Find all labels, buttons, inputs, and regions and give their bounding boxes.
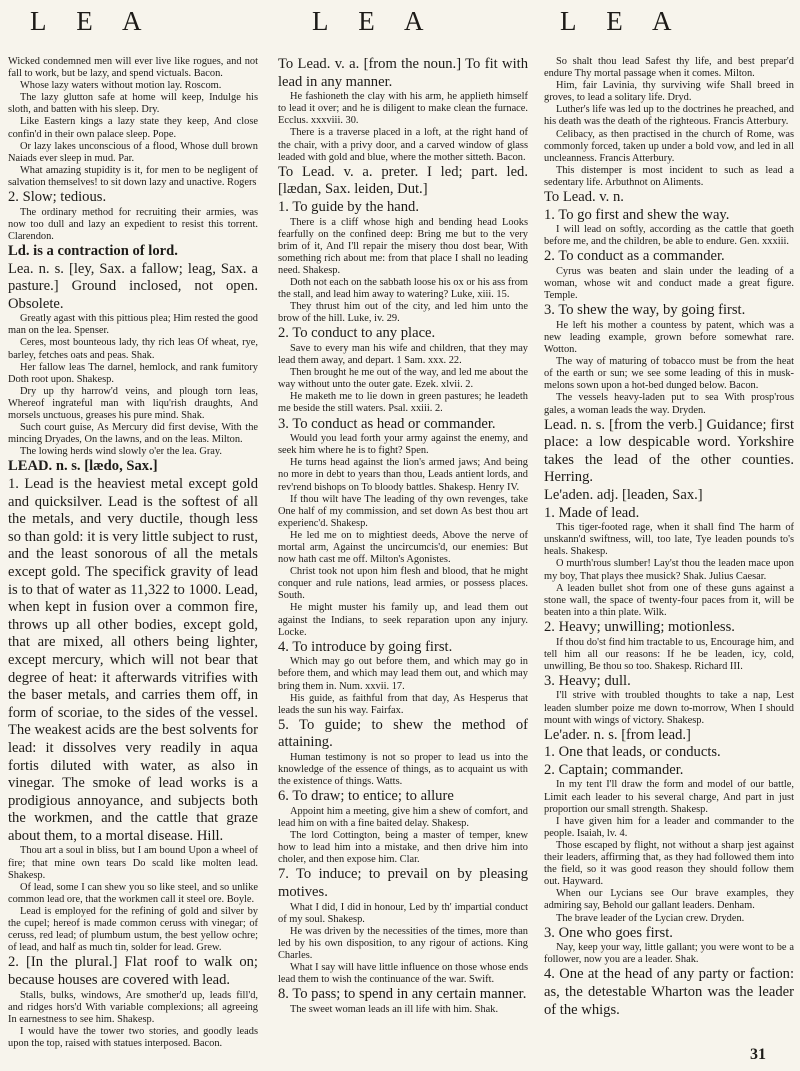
sense-heading: 1. To go first and shew the way. — [544, 206, 730, 223]
headword-entry: Le'ader. n. s. [from lead.] — [544, 726, 691, 743]
column-left — [8, 56, 258, 1050]
paragraph: Stalls, bulks, windows, Are smother'd up, leads fill'd, and ridges hors'd With variable complexions; all agreeing In earnestness to see him. Shakesp. — [8, 989, 258, 1025]
paragraph: Him, fair Lavinia, thy surviving wife Shall breed in groves, to lead a solitary life. Dryd. — [544, 80, 794, 104]
paragraph: Celibacy, as then practised in the church of Rome, was commonly forced, taken up under a bold vow, and led in all uncleanness. Francis Atterbury. — [544, 128, 794, 164]
sense-heading: 2. Captain; commander. — [544, 761, 684, 778]
paragraph: The vessels heavy-laden put to sea With prosp'rous gales, a woman leads the way. Dryden. — [544, 392, 794, 416]
sense-heading: 2. [In the plural.] Flat roof to walk on; because houses are covered with lead. — [8, 954, 258, 988]
paragraph: What I say will have little influence on those whose ends lead them to wish the continuance of the war. Swift. — [278, 961, 528, 986]
paragraph: What I did, I did in honour, Led by th' impartial conduct of my soul. Shakesp. — [278, 901, 528, 925]
paragraph: So shalt thou lead Safest thy life, and best prepar'd endure Thy mortal passage when it comes. Milton. — [544, 56, 794, 80]
paragraph: Would you lead forth your army against the enemy, and seek him where he is to fight? Spen. — [278, 433, 528, 457]
sense-heading: 2. Slow; tedious. — [8, 189, 107, 206]
paragraph: Christ took not upon him flesh and blood, that he might conquer and rule nations, lead armies, or possess places. South. — [278, 566, 528, 602]
paragraph: He fashioneth the clay with his arm, he applieth himself to lead it over; and he is diligent to make clean the furnace. Ecclus. xxxviii. 30. — [278, 91, 528, 127]
sense-heading: 3. One who goes first. — [544, 924, 673, 941]
sense-definition: 1. Lead is the heaviest metal except gold and quicksilver. Lead is the softest of all the metals, and very ductile, though less so than gold: it is very little subject to rust, and the least sonorous of all the metals except gold. The specifick gravity of lead is to that of water as 11,322 to 1000. Lead, when kept in fusion over a common fire, throws up all other bodies, except gold, that are mixed, all others being lighter, except mercury, which will not bear that degree of heat: it afterwards vitrifies with the baser metals, and carries them off, in form of scoriae, to the sides of the vessel. The weakest acids are the best solvents for lead: it dissolves very readily in aqua fortis diluted with water, as also in vinegar. The smoke of lead works is a prodigious annoyance, and subjects both the workmen, and the cattle that graze about them, to a mortal disease. Hill. — [8, 476, 258, 844]
running-header-center: L E A — [312, 6, 436, 36]
sense-heading: 3. Heavy; dull. — [544, 672, 631, 689]
paragraph: There is a cliff whose high and bending head Looks fearfully on the confined deep: Bring me but to the very brim of it, And I'll repair the misery thou dost bear, With something rich about me: from that place I shall no leading need. Shakesp. — [278, 216, 528, 276]
paragraph: Thou art a soul in bliss, but I am bound Upon a wheel of fire; that mine own tears Do scald like molten lead. Shakesp. — [8, 845, 258, 881]
paragraph: The lord Cottington, being a master of temper, knew how to lead him into a mistake, and then drive him into choler, and then expose him. Clar. — [278, 830, 528, 866]
paragraph: A leaden bullet shot from one of these guns against a stone wall, the space of twenty-four paces from it, will be beaten into a thin plate. Wilk. — [544, 582, 794, 618]
paragraph: Lead is employed for the refining of gold and silver by the cupel; hereof is made common ceruss with vinegar; of ceruss, red lead; of plumbum ustum, the best yellow ochre; of lead, and half as much tin, solder for lead. Grew. — [8, 905, 258, 954]
paragraph: I would have the tower two stories, and goodly leads upon the top, raised with statues interposed. Bacon. — [8, 1025, 258, 1049]
paragraph: This tiger-footed rage, when it shall find The harm of unskann'd swiftness, will, too late, Tye leaden pounds to's heals. Shakesp. — [544, 522, 794, 558]
paragraph: If thou do'st find him tractable to us, Encourage him, and tell him all our reasons: If he be leaden, icy, cold, unwilling, Be thou so too. Shakesp. Richard III. — [544, 636, 794, 672]
sense-heading: 1. To guide by the hand. — [278, 198, 419, 215]
paragraph: Her fallow leas The darnel, hemlock, and rank fumitory Doth root upon. Shakesp. — [8, 361, 258, 385]
sense-heading: 2. To conduct to any place. — [278, 325, 436, 342]
paragraph: Wicked condemned men will ever live like rogues, and not fall to work, but be lazy, and spend victuals. Bacon. — [8, 56, 258, 80]
paragraph: When our Lycians see Our brave examples, they admiring say, Behold our gallant leaders. Denham. — [544, 888, 794, 912]
sense-heading: 7. To induce; to prevail on by pleasing motives. — [278, 866, 528, 900]
paragraph: He might muster his family up, and lead them out against the Indians, to seek reparation upon any injury. Locke. — [278, 602, 528, 638]
page-number: 31 — [750, 1046, 766, 1063]
column-middle — [278, 56, 528, 1016]
paragraph: Or lazy lakes unconscious of a flood, Whose dull brown Naiads ever sleep in mud. Par. — [8, 140, 258, 164]
paragraph: Which may go out before them, and which may go in before them, and which may lead them out, and which may bring them in. Num. xxvii. 17. — [278, 656, 528, 692]
paragraph: He maketh me to lie down in green pastures; he leadeth me beside the still waters. Psal. xxiii. 2. — [278, 391, 528, 415]
sense-heading: 3. To shew the way, by going first. — [544, 302, 746, 319]
paragraph: There is a traverse placed in a loft, at the right hand of the chair, with a privy door, and a carved window of glass leaded with gold and blue, where the mother sitteth. Bacon. — [278, 127, 528, 163]
sense-heading: 1. Made of lead. — [544, 504, 640, 521]
sense-heading: 4. To introduce by going first. — [278, 638, 453, 655]
paragraph: Of lead, some I can shew you so like steel, and so unlike common lead ore, that the workmen call it steel ore. Boyle. — [8, 881, 258, 905]
paragraph: O murth'rous slumber! Lay'st thou the leaden mace upon my boy, That plays thee musick? Shak. Julius Caesar. — [544, 558, 794, 582]
paragraph: I will lead on softly, according as the cattle that goeth before me, and the children, be able to endure. Gen. xxxiii. — [544, 224, 794, 248]
paragraph: He led me on to mightiest deeds, Above the nerve of mortal arm, Against the uncircumcis'd, our enemies: But now hath cast me off. Milton's Agonistes. — [278, 529, 528, 566]
paragraph: In my tent I'll draw the form and model of our battle, Limit each leader to his several charge, And part in just proportion our small strength. Shakesp. — [544, 779, 794, 815]
headword-entry: Lea. n. s. [ley, Sax. a fallow; leag, Sax. a pasture.] Ground inclosed, not open. Obsolete. — [8, 260, 258, 312]
paragraph: Nay, keep your way, little gallant; you were wont to be a follower, now you are a leader. Shak. — [544, 942, 794, 966]
paragraph: He left his mother a countess by patent, which was a new leading example, grown before somewhat rare. Wotton. — [544, 319, 794, 356]
paragraph: The ordinary method for recruiting their armies, was now too dull and lazy an expedient to resist this torrent. Clarendon. — [8, 206, 258, 242]
sense-heading: 2. To conduct as a commander. — [544, 248, 725, 265]
sense-heading: 2. Heavy; unwilling; motionless. — [544, 618, 735, 635]
paragraph: Whose lazy waters without motion lay. Roscom. — [20, 80, 222, 92]
paragraph: Those escaped by flight, not without a sharp jest against their leaders, affirming that, as they had followed them into the field, so it was good reason they should follow them out. Hayward. — [544, 839, 794, 888]
paragraph: He turns head against the lion's armed jaws; And being no more in debt to years than thou, Leads antient lords, and rev'rend bishops on To bloody battles. Shakesp. Henry IV. — [278, 457, 528, 493]
paragraph: The lowing herds wind slowly o'er the lea. Gray. — [20, 446, 223, 458]
running-header-left: L E A — [30, 6, 154, 36]
paragraph: His guide, as faithful from that day, As Hesperus that leads the sun his way. Fairfax. — [278, 692, 528, 716]
sense-heading: 6. To draw; to entice; to allure — [278, 788, 454, 805]
paragraph: The brave leader of the Lycian crew. Dryden. — [556, 912, 745, 924]
sense-heading: 8. To pass; to spend in any certain manner. — [278, 986, 527, 1003]
headword-entry: Lead. n. s. [from the verb.] Guidance; first place: a low despicable word. Yorkshire takes the lead of the other counties. Herring. — [544, 416, 794, 486]
sense-heading: 5. To guide; to shew the method of attaining. — [278, 716, 528, 751]
headword-entry: To Lead. v. a. [from the noun.] To fit with lead in any manner. — [278, 56, 528, 90]
paragraph: Save to every man his wife and children, that they may lead them away, and depart. 1 Sam. xxx. 22. — [278, 342, 528, 367]
headword-entry: LEAD. n. s. [lædo, Sax.] — [8, 458, 158, 475]
paragraph: Human testimony is not so proper to lead us into the knowledge of the essence of things, as to acquaint us with the existence of things. Watts. — [278, 751, 528, 788]
headword-entry: To Lead. v. n. — [544, 189, 624, 206]
paragraph: They thrust him out of the city, and led him unto the brow of the hill. Luke, iv. 29. — [278, 301, 528, 325]
paragraph: Cyrus was beaten and slain under the leading of a woman, whose wit and conduct made a great figure. Temple. — [544, 266, 794, 302]
column-right — [544, 56, 794, 1019]
paragraph: Ceres, most bounteous lady, thy rich leas Of wheat, rye, barley, fetches oats and peas. Shak. — [8, 337, 258, 361]
sense-heading: 1. One that leads, or conducts. — [544, 744, 721, 761]
paragraph: Like Eastern kings a lazy state they keep, And close confin'd in their own palace sleep. Pope. — [8, 116, 258, 140]
paragraph: I'll strive with troubled thoughts to take a nap, Lest leaden slumber poize me down to-morrow, When I should mount with wings of victory. Shakesp. — [544, 690, 794, 726]
paragraph: What amazing stupidity is it, for men to be negligent of salvation themselves! to sit down lazy and unactive. Rogers — [8, 164, 258, 188]
paragraph: Doth not each on the sabbath loose his ox or his ass from the stall, and lead him away to watering? Luke, xiii. 15. — [278, 277, 528, 301]
sense-heading: 4. One at the head of any party or faction: as, the detestable Wharton was the leader of the whigs. — [544, 966, 794, 1018]
paragraph: I have given him for a leader and commander to the people. Isaiah, lv. 4. — [544, 815, 794, 839]
paragraph: Luther's life was led up to the doctrines he preached, and his death was the death of the righteous. Francis Atterbury. — [544, 104, 794, 128]
sense-heading: 3. To conduct as head or commander. — [278, 415, 496, 432]
paragraph: Greatly agast with this pittious plea; Him rested the good man on the lea. Spenser. — [8, 313, 258, 337]
paragraph: Such court guise, As Mercury did first devise, With the mincing Dryades, On the lawns, and on the leas. Milton. — [8, 422, 258, 446]
running-header-right: L E A — [560, 6, 684, 36]
paragraph: If thou wilt have The leading of thy own revenges, take One half of my commission, and set down As best thou art experienc'd. Shakesp. — [278, 493, 528, 529]
paragraph: The sweet woman leads an ill life with him. Shak. — [290, 1003, 499, 1015]
paragraph: Appoint him a meeting, give him a shew of comfort, and lead him on with a fine baited delay. Shakesp. — [278, 805, 528, 829]
paragraph: The lazy glutton safe at home will keep, Indulge his sloth, and batten with his sleep. Dry. — [8, 92, 258, 116]
paragraph: The way of maturing of tobacco must be from the heat of the earth or sun; we see some leading of this in musk-melons sown upon a hot-bed dunged below. Bacon. — [544, 356, 794, 392]
headword-entry: To Lead. v. a. preter. I led; part. led. [lædan, Sax. leiden, Dut.] — [278, 163, 528, 198]
headword-entry: Le'aden. adj. [leaden, Sax.] — [544, 487, 703, 503]
paragraph: Then brought he me out of the way, and led me about the way without unto the outer gate. Ezek. xlvii. 2. — [278, 367, 528, 391]
paragraph: He was driven by the necessities of the times, more than led by his own disposition, to any rigour of actions. King Charles. — [278, 925, 528, 961]
paragraph: This distemper is most incident to such as lead a sedentary life. Arbuthnot on Aliments. — [544, 164, 794, 188]
paragraph: Dry up thy harrow'd veins, and plough torn leas, Whereof ingrateful man with liqu'rish draughts, And morsels unctuous, greases his pure mind. Shak. — [8, 385, 258, 422]
headword-entry: Ld. is a contraction of lord. — [8, 242, 178, 259]
